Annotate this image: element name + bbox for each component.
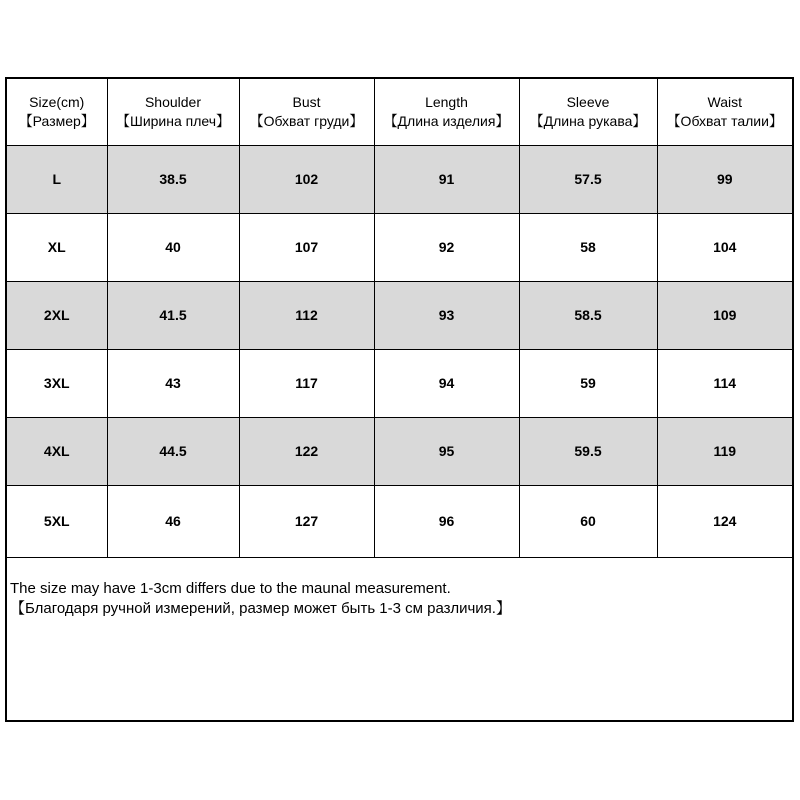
cell-waist: 99 xyxy=(657,145,792,213)
size-table xyxy=(7,79,792,558)
cell-waist: 124 xyxy=(657,485,792,557)
table-row xyxy=(7,349,792,417)
cell-sleeve: 60 xyxy=(519,485,657,557)
cell-length: 93 xyxy=(374,281,519,349)
cell-size: XL xyxy=(7,213,107,281)
cell-shoulder: 44.5 xyxy=(107,417,239,485)
cell-sleeve: 59 xyxy=(519,349,657,417)
cell-shoulder: 41.5 xyxy=(107,281,239,349)
table-row xyxy=(7,417,792,485)
cell-bust: 117 xyxy=(239,349,374,417)
column-header-size xyxy=(7,79,107,145)
column-header-shoulder xyxy=(107,79,239,145)
note-en: The size may have 1-3cm differs due to the maunal measurement. xyxy=(10,580,451,597)
column-header-ru: 【Размер】 xyxy=(18,112,95,129)
cell-bust: 107 xyxy=(239,213,374,281)
cell-length: 96 xyxy=(374,485,519,557)
table-row xyxy=(7,281,792,349)
cell-waist: 109 xyxy=(657,281,792,349)
column-header-en: Waist xyxy=(707,93,742,110)
column-header-en: Length xyxy=(425,93,468,110)
column-header-waist xyxy=(657,79,792,145)
cell-shoulder: 46 xyxy=(107,485,239,557)
column-header-en: Sleeve xyxy=(566,93,610,110)
cell-length: 91 xyxy=(374,145,519,213)
measurement-note xyxy=(10,579,511,619)
cell-sleeve: 59.5 xyxy=(519,417,657,485)
cell-bust: 122 xyxy=(239,417,374,485)
cell-sleeve: 57.5 xyxy=(519,145,657,213)
cell-bust: 127 xyxy=(239,485,374,557)
column-header-en: Shoulder xyxy=(144,93,202,110)
column-header-ru: 【Длина изделия】 xyxy=(383,112,510,129)
cell-sleeve: 58 xyxy=(519,213,657,281)
cell-bust: 102 xyxy=(239,145,374,213)
cell-length: 95 xyxy=(374,417,519,485)
cell-size: 4XL xyxy=(7,417,107,485)
cell-length: 92 xyxy=(374,213,519,281)
column-header-sleeve xyxy=(519,79,657,145)
cell-waist: 104 xyxy=(657,213,792,281)
cell-length: 94 xyxy=(374,349,519,417)
column-header-ru: 【Обхват груди】 xyxy=(249,112,364,129)
column-header-ru: 【Длина рукава】 xyxy=(529,112,647,129)
table-row xyxy=(7,145,792,213)
size-chart xyxy=(5,77,794,722)
cell-size: 5XL xyxy=(7,485,107,557)
column-header-ru: 【Ширина плеч】 xyxy=(115,112,231,129)
column-header-bust xyxy=(239,79,374,145)
cell-size: L xyxy=(7,145,107,213)
column-header-length xyxy=(374,79,519,145)
column-header-en: Bust xyxy=(292,93,321,110)
cell-waist: 114 xyxy=(657,349,792,417)
table-row xyxy=(7,485,792,557)
column-header-en: Size(cm) xyxy=(29,93,85,110)
cell-shoulder: 43 xyxy=(107,349,239,417)
cell-bust: 112 xyxy=(239,281,374,349)
cell-size: 2XL xyxy=(7,281,107,349)
note-ru: 【Благодаря ручной измерений, размер может быть 1-3 см различия.】 xyxy=(10,600,511,617)
cell-size: 3XL xyxy=(7,349,107,417)
column-header-ru: 【Обхват талии】 xyxy=(666,112,783,129)
cell-shoulder: 40 xyxy=(107,213,239,281)
cell-shoulder: 38.5 xyxy=(107,145,239,213)
table-header-row xyxy=(7,79,792,145)
table-row xyxy=(7,213,792,281)
cell-sleeve: 58.5 xyxy=(519,281,657,349)
cell-waist: 119 xyxy=(657,417,792,485)
